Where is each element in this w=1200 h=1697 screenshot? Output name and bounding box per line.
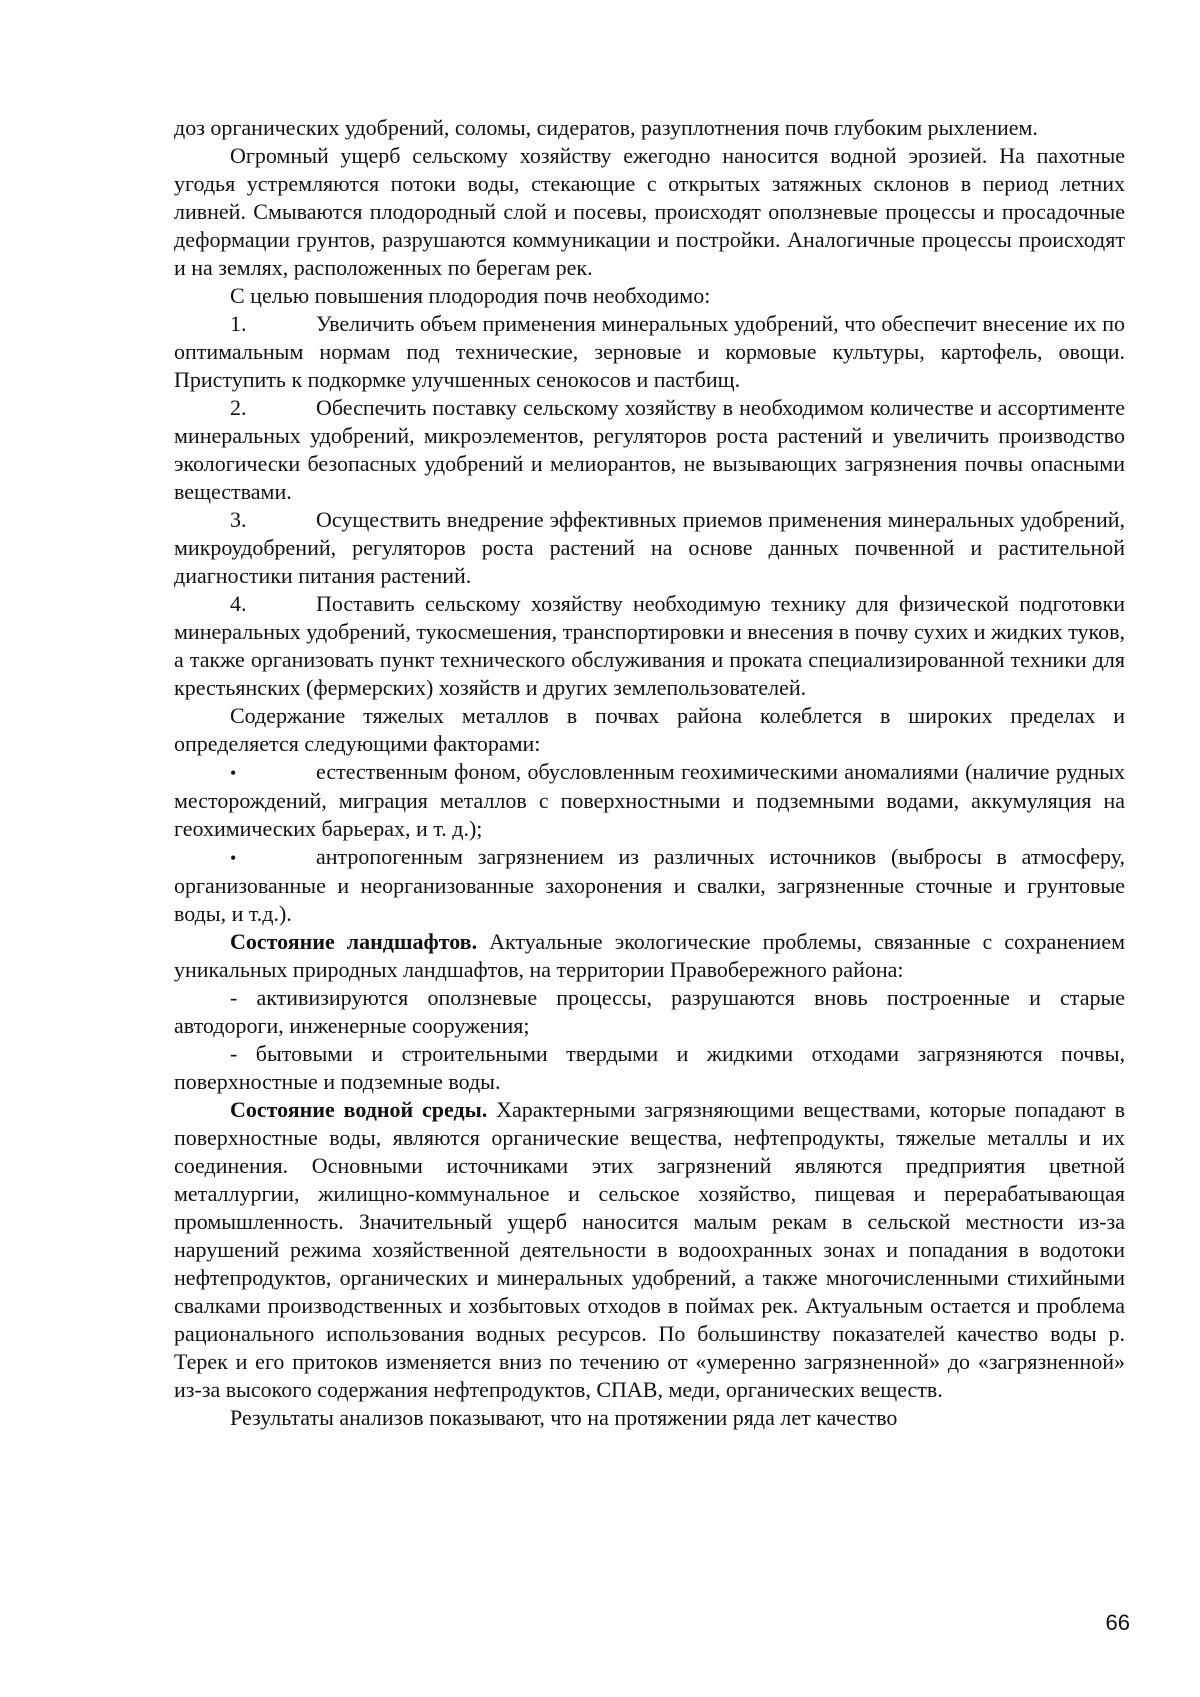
paragraph-water-erosion: Огромный ущерб сельскому хозяйству ежегодно наносится водной эрозией. На пахотные угодья устремляются потоки воды, стекающие с открытых затяжных склонов в период летних ливней. Смываются плодородный слой и посевы, происходят оползневые процессы и просадочные деформации грунтов, разрушаются коммуникации и постройки. Аналогичные процессы происходят и на землях, расположенных по берегам рек. xyxy=(174,143,1125,280)
bullet-item-2 xyxy=(174,843,1125,928)
section-heading-water: Состояние водной среды. xyxy=(230,1097,488,1122)
dash-item-1: - активизируются оползневые процессы, разрушаются вновь построенные и старые автодороги, инженерные сооружения; xyxy=(174,985,1125,1038)
bullet-item-1 xyxy=(174,758,1125,843)
item-marker: 4. xyxy=(230,591,247,616)
item-text: Поставить сельскому хозяйству необходимую технику для физической подготовки минеральных удобрений, тукосмешения, транспортировки и внесения в почву сухих и жидких туков, а также организовать пункт технического обслуживания и проката специализированной техники для крестьянских (фермерских) хозяйств и других землепользователей. xyxy=(174,591,1125,700)
paragraph-continuation: доз органических удобрений, соломы, сидератов, разуплотнения почв глубоким рыхлением. xyxy=(174,115,1038,140)
item-text: Увеличить объем применения минеральных удобрений, что обеспечит внесение их по оптимальным нормам под технические, зерновые и кормовые культуры, картофель, овощи. Приступить к подкормке улучшенных сенокосов и пастбищ. xyxy=(174,311,1125,392)
numbered-item-3 xyxy=(174,506,1125,590)
numbered-item-4 xyxy=(174,590,1125,702)
bullet-text: естественным фоном, обусловленным геохимическими аномалиями (наличие рудных месторождений, миграция металлов с поверхностными и подземными водами, аккумуляция на геохимических барьерах, и т. д.); xyxy=(174,759,1125,841)
item-text: Осуществить внедрение эффективных приемов применения минеральных удобрений, микроудобрений, регуляторов роста растений на основе данных почвенной и растительной диагностики питания растений. xyxy=(174,507,1125,588)
paragraph-fertility-goal: С целью повышения плодородия почв необходимо: xyxy=(230,283,711,308)
item-marker: 3. xyxy=(230,507,247,532)
bullet-marker: • xyxy=(230,848,237,868)
landscapes-text: Актуальные экологические проблемы, связанные с сохранением уникальных природных ландшафтов, на территории Правобережного района: xyxy=(174,929,1126,982)
item-marker: 2. xyxy=(230,395,247,420)
dash-item-2: - бытовыми и строительными твердыми и жидкими отходами загрязняются почвы, поверхностные и подземные воды. xyxy=(174,1041,1125,1094)
bullet-marker: • xyxy=(230,763,237,783)
bullet-text: антропогенным загрязнением из различных источников (выбросы в атмосферу, организованные и неорганизованные захоронения и свалки, загрязненные сточные и грунтовые воды, и т.д.). xyxy=(174,844,1125,926)
water-text: Характерными загрязняющими веществами, которые попадают в поверхностные воды, являются органические вещества, нефтепродукты, тяжелые металлы и их соединения. Основными источниками этих загрязнений являются предприятия цветной металлургии, жилищно-коммунальное и сельское хозяйство, пищевая и перерабатывающая промышленность. Значительный ущерб наносится малым рекам в сельской местности из-за нарушений режима хозяйственной деятельности в водоохранных зонах и попадания в водотоки нефтепродуктов, органических и минеральных удобрений, а также многочисленными стихийными свалками производственных и хозбытовых отходов в поймах рек. Актуальным остается и проблема рационального использования водных ресурсов. По большинству показателей качество воды р. Терек и его притоков изменяется вниз по течению от «умеренно загрязненной» до «загрязненной» из-за высокого содержания нефтепродуктов, СПАВ, меди, органических веществ. xyxy=(174,1097,1125,1402)
paragraph-heavy-metals: Содержание тяжелых металлов в почвах района колеблется в широких пределах и определяется следующими факторами: xyxy=(174,703,1125,756)
item-marker: 1. xyxy=(230,311,247,336)
numbered-item-1 xyxy=(174,310,1125,394)
paragraph-results: Результаты анализов показывают, что на протяжении ряда лет качество xyxy=(230,1405,898,1430)
page-number: 66 xyxy=(1105,1610,1130,1635)
paragraph-landscapes xyxy=(174,928,1125,984)
document-page xyxy=(174,114,1125,1432)
section-heading-landscapes: Состояние ландшафтов. xyxy=(230,929,478,954)
numbered-item-2 xyxy=(174,394,1125,506)
paragraph-water xyxy=(174,1096,1125,1404)
item-text: Обеспечить поставку сельскому хозяйству в необходимом количестве и ассортименте минеральных удобрений, микроэлементов, регуляторов роста растений и увеличить производство экологически безопасных удобрений и мелиорантов, не вызывающих загрязнения почвы опасными веществами. xyxy=(174,395,1125,504)
